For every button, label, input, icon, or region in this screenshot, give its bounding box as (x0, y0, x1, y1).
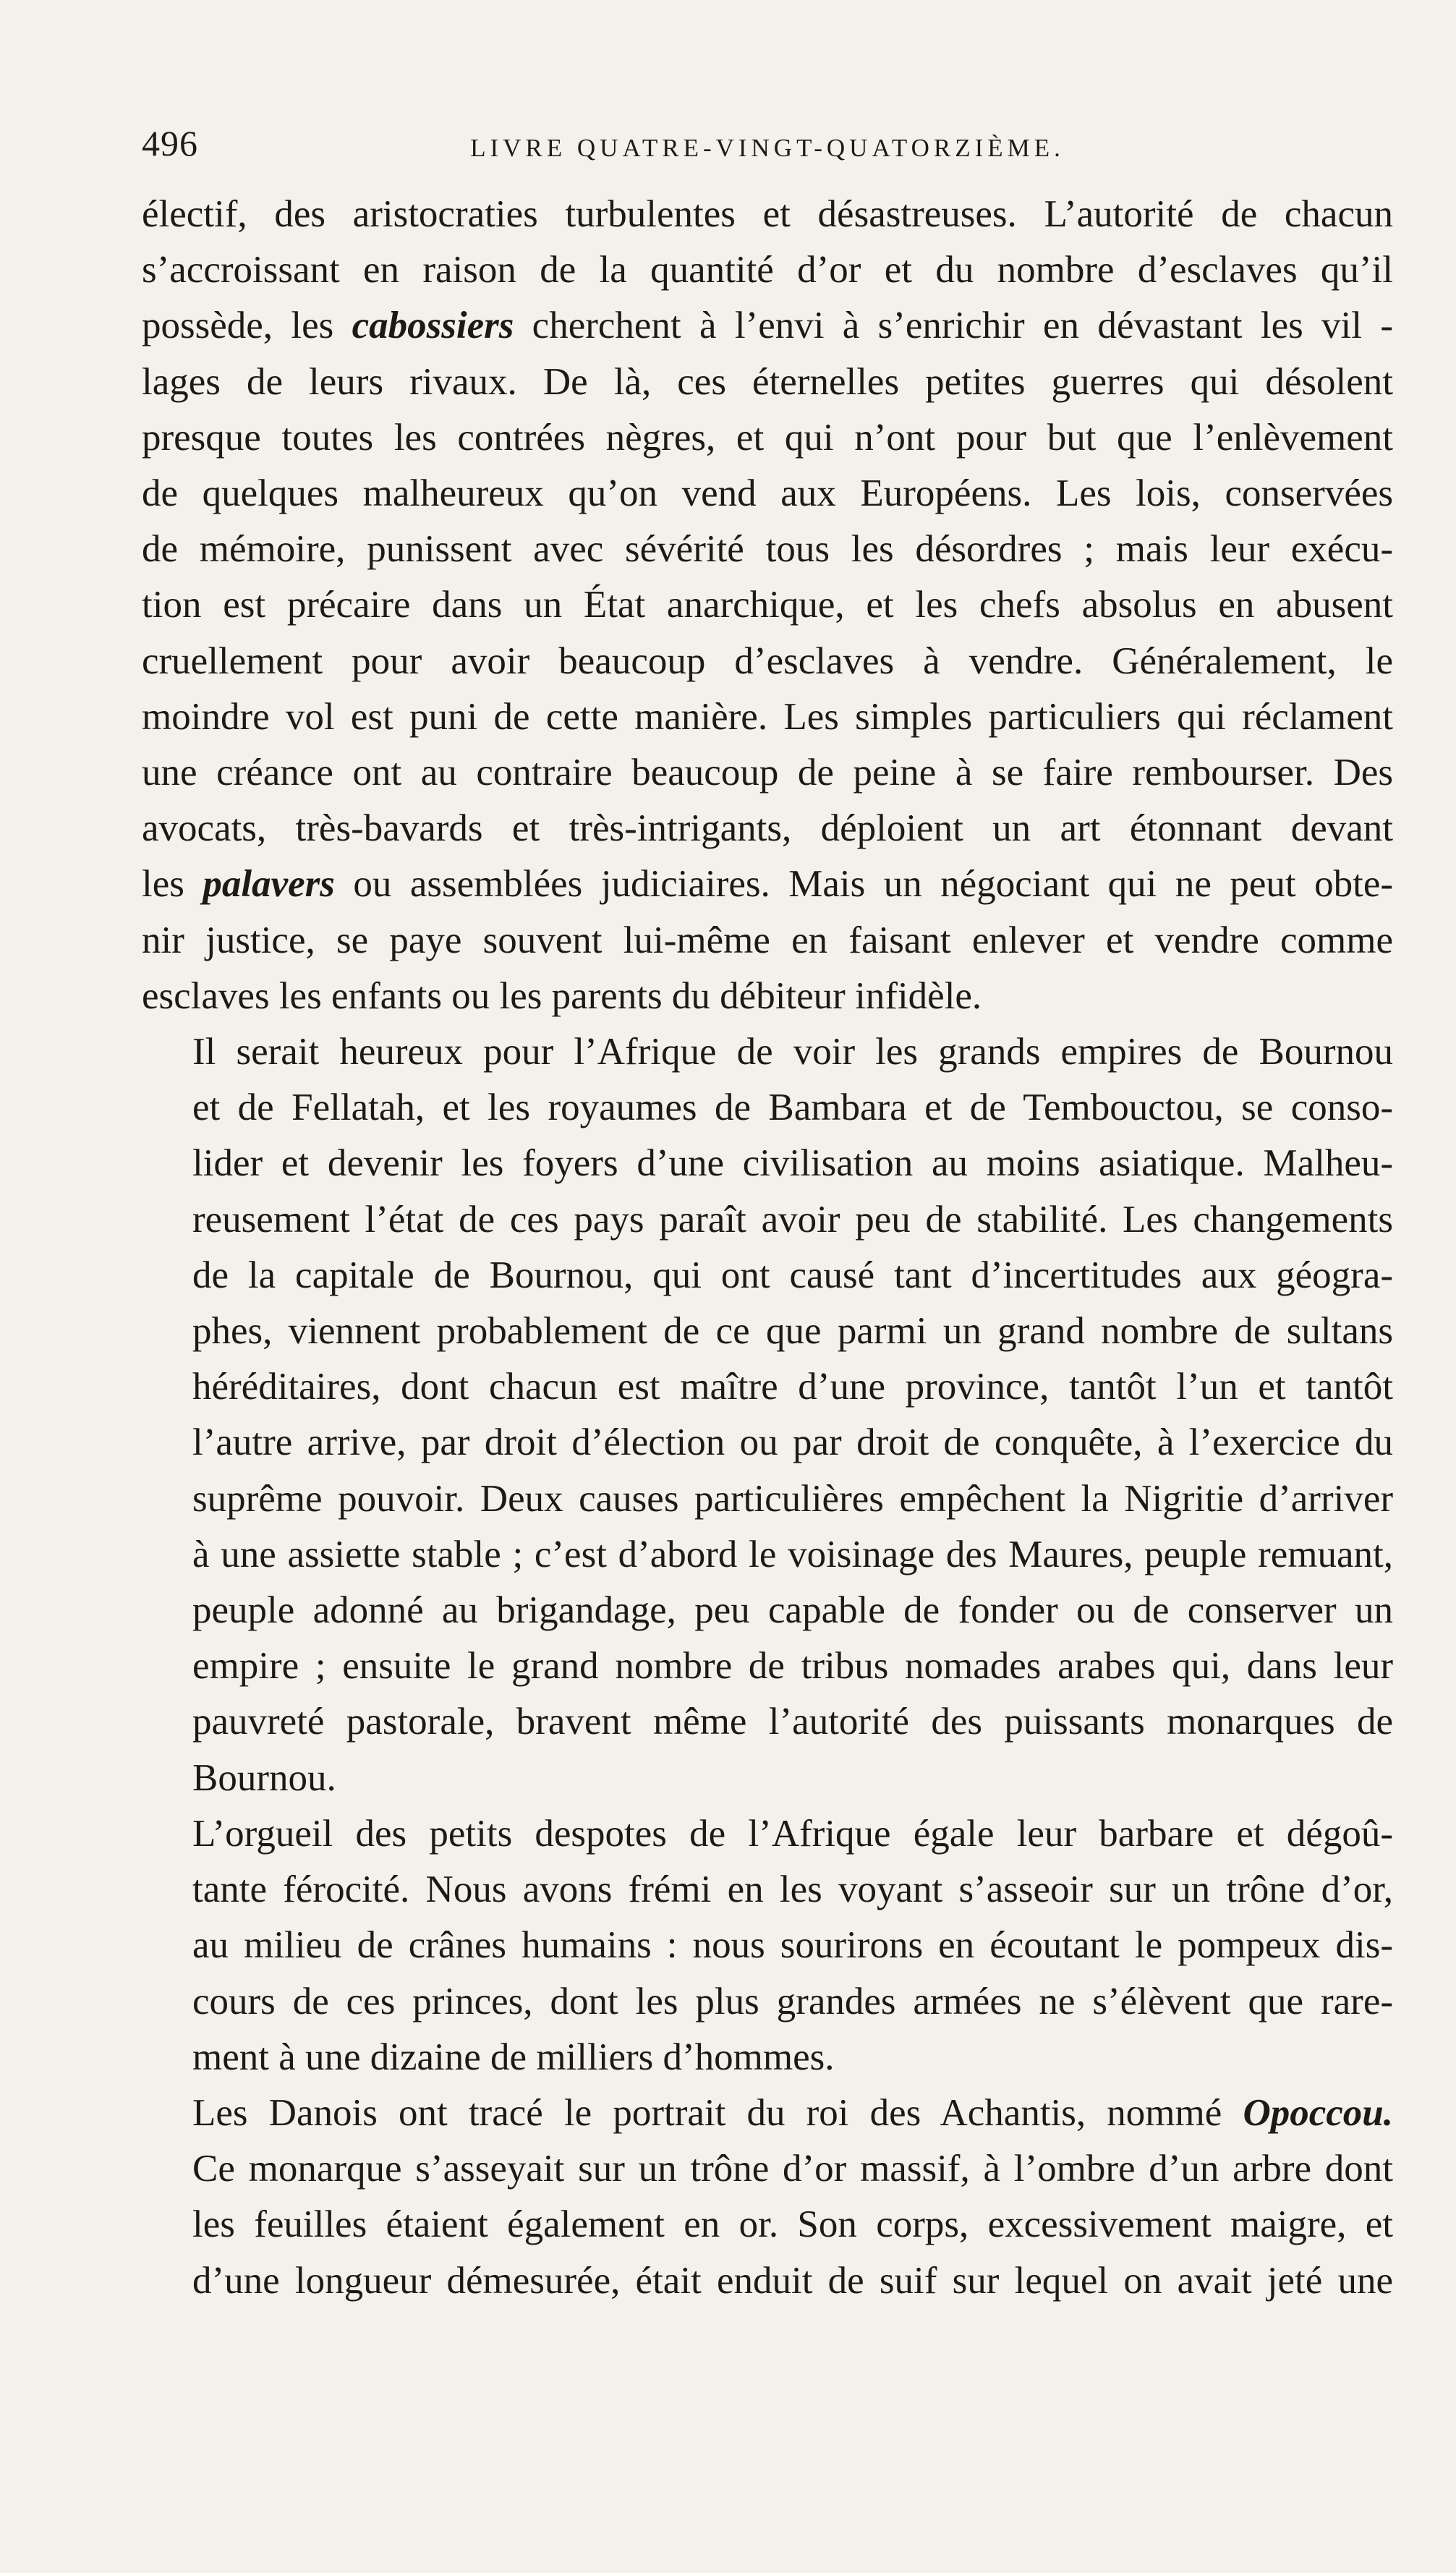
text-line: de mémoire, punissent avec sévérité tous les désordres ; mais leur exécu- (142, 528, 1393, 571)
text-line: l’autre arrive, par droit d’élection ou par droit de conquête, à l’exercice du (192, 1421, 1393, 1464)
text-segment: possède, les (142, 305, 352, 347)
page-header (142, 122, 1393, 179)
text-line: électif, des aristocraties turbulentes et désastreuses. L’autorité de chacun (142, 193, 1393, 235)
text-line: les feuilles étaient également en or. Son corps, excessivement maigre, et (192, 2203, 1393, 2246)
paragraph-p4 (142, 2085, 1393, 2309)
text-line: lider et devenir les foyers d’une civilisation au moins asiatique. Malheu- (192, 1142, 1393, 1185)
text-line: avocats, très-bavards et très-intrigants, déploient un art étonnant devant (142, 807, 1393, 850)
text-line: presque toutes les contrées nègres, et qui n’ont pour but que l’enlèvement (142, 416, 1393, 459)
text-line: d’une longueur démesurée, était enduit de suif sur lequel on avait jeté une (192, 2259, 1393, 2302)
text-line: s’accroissant en raison de la quantité d’or et du nombre d’esclaves qu’il (142, 249, 1393, 292)
text-line: ment à une dizaine de milliers d’hommes. (192, 2036, 835, 2078)
text-line: de quelques malheureux qu’on vend aux Européens. Les lois, conservées (142, 472, 1393, 515)
text-line: au milieu de crânes humains : nous sourirons en écoutant le pompeux dis- (192, 1924, 1393, 1967)
text-line (142, 2085, 1393, 2141)
text-line: phes, viennent probablement de ce que parmi un grand nombre de sultans (192, 1310, 1393, 1353)
paragraph-p3 (142, 1806, 1393, 2085)
text-line: cours de ces princes, dont les plus grandes armées ne s’élèvent que rare- (192, 1980, 1393, 2023)
page-number: 496 (142, 123, 198, 163)
italic-term: cabossiers (352, 305, 514, 347)
text-line: de la capitale de Bournou, qui ont causé tant d’incertitudes aux géogra- (192, 1254, 1393, 1296)
text-line: et de Fellatah, et les royaumes de Bambara et de Tembouctou, se conso- (192, 1086, 1393, 1129)
running-head: LIVRE QUATRE-VINGT-QUATORZIÈME. (470, 134, 1065, 162)
text-line: nir justice, se paye souvent lui-même en faisant enlever et vendre comme (142, 919, 1393, 961)
text-line (142, 298, 1393, 354)
italic-term: Opoccou. (1243, 2091, 1393, 2134)
text-segment: cherchent à l’envi à s’enrichir en dévastant les vil - (514, 305, 1393, 347)
text-line: à une assiette stable ; c’est d’abord le voisinage des Maures, peuple remuant, (192, 1533, 1393, 1575)
text-line: peuple adonné au brigandage, peu capable de fonder ou de conserver un (192, 1589, 1393, 1632)
text-line: suprême pouvoir. Deux causes particulières empêchent la Nigritie d’arriver (192, 1477, 1393, 1520)
text-line: esclaves les enfants ou les parents du débiteur infidèle. (142, 974, 982, 1017)
text-line (142, 856, 1393, 912)
paragraph-p2 (142, 1024, 1393, 1806)
paragraph-p1 (142, 187, 1393, 1024)
text-line: pauvreté pastorale, bravent même l’autorité des puissants monarques de (192, 1701, 1393, 1743)
italic-term: palavers (203, 863, 335, 906)
text-segment: les (142, 863, 203, 906)
text-line: Il serait heureux pour l’Afrique de voir les grands empires de Bournou (192, 1031, 1393, 1073)
text-line: moindre vol est puni de cette manière. Les simples particuliers qui réclament (142, 695, 1393, 738)
text-line: L’orgueil des petits despotes de l’Afrique égale leur barbare et dégoû- (192, 1812, 1393, 1855)
text-line: une créance ont au contraire beaucoup de peine à se faire rembourser. Des (142, 752, 1393, 794)
text-segment: Les Danois ont tracé le portrait du roi des Achantis, nommé (192, 2091, 1243, 2134)
text-line: héréditaires, dont chacun est maître d’une province, tantôt l’un et tantôt (192, 1366, 1393, 1408)
text-line: reusement l’état de ces pays paraît avoir peu de stabilité. Les changements (192, 1198, 1393, 1241)
text-line: tion est précaire dans un État anarchique, et les chefs absolus en abusent (142, 584, 1393, 626)
text-segment: ou assemblées judiciaires. Mais un négociant qui ne peut obte- (334, 863, 1394, 906)
text-line: Bournou. (192, 1756, 336, 1799)
text-line: tante férocité. Nous avons frémi en les voyant s’asseoir sur un trône d’or, (192, 1868, 1393, 1911)
text-line: lages de leurs rivaux. De là, ces éternelles petites guerres qui désolent (142, 360, 1393, 403)
text-line: Ce monarque s’asseyait sur un trône d’or massif, à l’ombre d’un arbre dont (192, 2148, 1393, 2190)
text-line: cruellement pour avoir beaucoup d’esclaves à vendre. Généralement, le (142, 639, 1393, 682)
body-text (142, 187, 1393, 2309)
text-line: empire ; ensuite le grand nombre de tribus nomades arabes qui, dans leur (192, 1645, 1393, 1688)
